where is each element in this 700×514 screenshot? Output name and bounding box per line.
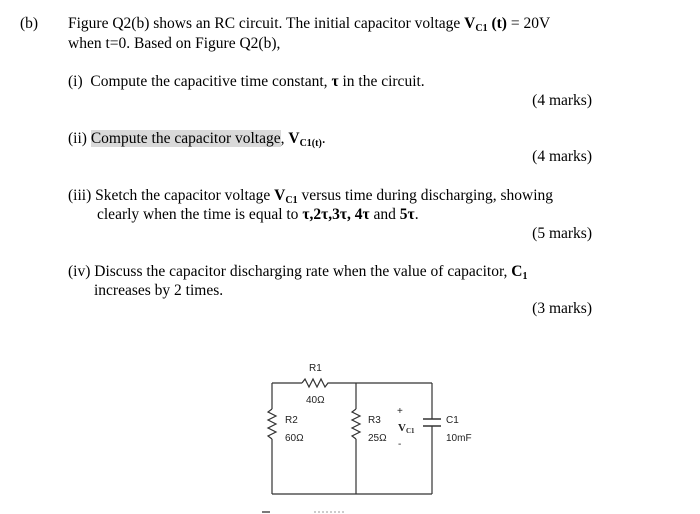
- r1-label: R1: [309, 363, 322, 374]
- q4-marks: (3 marks): [532, 300, 592, 317]
- c1-value: 10mF: [446, 433, 472, 444]
- q3-line2-c: and: [369, 206, 400, 223]
- q4-text-a: Discuss the capacitor discharging rate when the value of capacitor,: [94, 263, 512, 280]
- vc-label-sub: C1: [405, 427, 415, 435]
- question-4-line-2: increases by 2 times.: [94, 282, 224, 299]
- intro-v-subscript: C1: [475, 23, 488, 34]
- q1-tau: τ: [331, 73, 339, 90]
- q2-end: .: [321, 130, 326, 147]
- r3-value: 25Ω: [368, 433, 387, 444]
- q1-text-b: in the circuit.: [338, 73, 425, 90]
- vc-plus: +: [397, 406, 403, 417]
- intro-v-symbol: V: [464, 15, 476, 32]
- q3-number: (iii): [68, 187, 92, 204]
- q2-number: (ii): [68, 130, 87, 147]
- q4-c-symbol: C: [511, 263, 523, 280]
- q3-v-symbol: V: [274, 187, 286, 204]
- intro-text-b: = 20V: [506, 15, 551, 32]
- intro-line-2: when t=0. Based on Figure Q2(b),: [68, 35, 281, 52]
- q3-marks: (5 marks): [532, 225, 592, 242]
- q2-marks: (4 marks): [532, 148, 592, 165]
- r3-label: R3: [368, 415, 381, 426]
- q2-comma: ,: [280, 130, 289, 147]
- q1-text-a: Compute the capacitive time constant,: [90, 73, 332, 90]
- q3-line2-e: .: [414, 206, 419, 223]
- intro-text-a: Figure Q2(b) shows an RC circuit. The initial capacitor voltage: [68, 15, 465, 32]
- r2-label: R2: [285, 415, 298, 426]
- q3-line2-a: clearly when the time is equal to: [97, 206, 303, 223]
- q2-v-symbol: V: [288, 130, 300, 147]
- r3-resistor-symbol: [352, 409, 360, 439]
- q3-text-b: versus time during discharging, showing: [297, 187, 554, 204]
- q1-number: (i): [68, 73, 83, 90]
- r2-resistor-symbol: [268, 409, 276, 439]
- r2-value: 60Ω: [285, 433, 304, 444]
- q3-text-a: Sketch the capacitor voltage: [95, 187, 275, 204]
- part-label: (b): [20, 15, 39, 32]
- vc-minus: -: [398, 439, 402, 450]
- q4-c-subscript: 1: [522, 271, 528, 282]
- q2-v-subscript: C1(t): [299, 138, 322, 149]
- r1-resistor-symbol: [302, 379, 331, 387]
- q3-v-subscript: C1: [285, 195, 298, 206]
- vc-label: [398, 422, 415, 435]
- vc-label-v: V: [398, 422, 406, 434]
- c1-capacitor-symbol: [423, 419, 441, 426]
- q3-tau-list: τ,2τ,3τ, 4τ: [302, 206, 370, 223]
- c1-label: C1: [446, 415, 459, 426]
- q1-marks: (4 marks): [532, 92, 592, 109]
- q2-highlight-text: Compute the capacitor voltage: [90, 130, 281, 147]
- r1-value: 40Ω: [306, 395, 325, 406]
- intro-v-arg: (t): [487, 15, 507, 32]
- q4-number: (iv): [68, 263, 91, 280]
- q3-five-tau: 5τ: [399, 206, 415, 223]
